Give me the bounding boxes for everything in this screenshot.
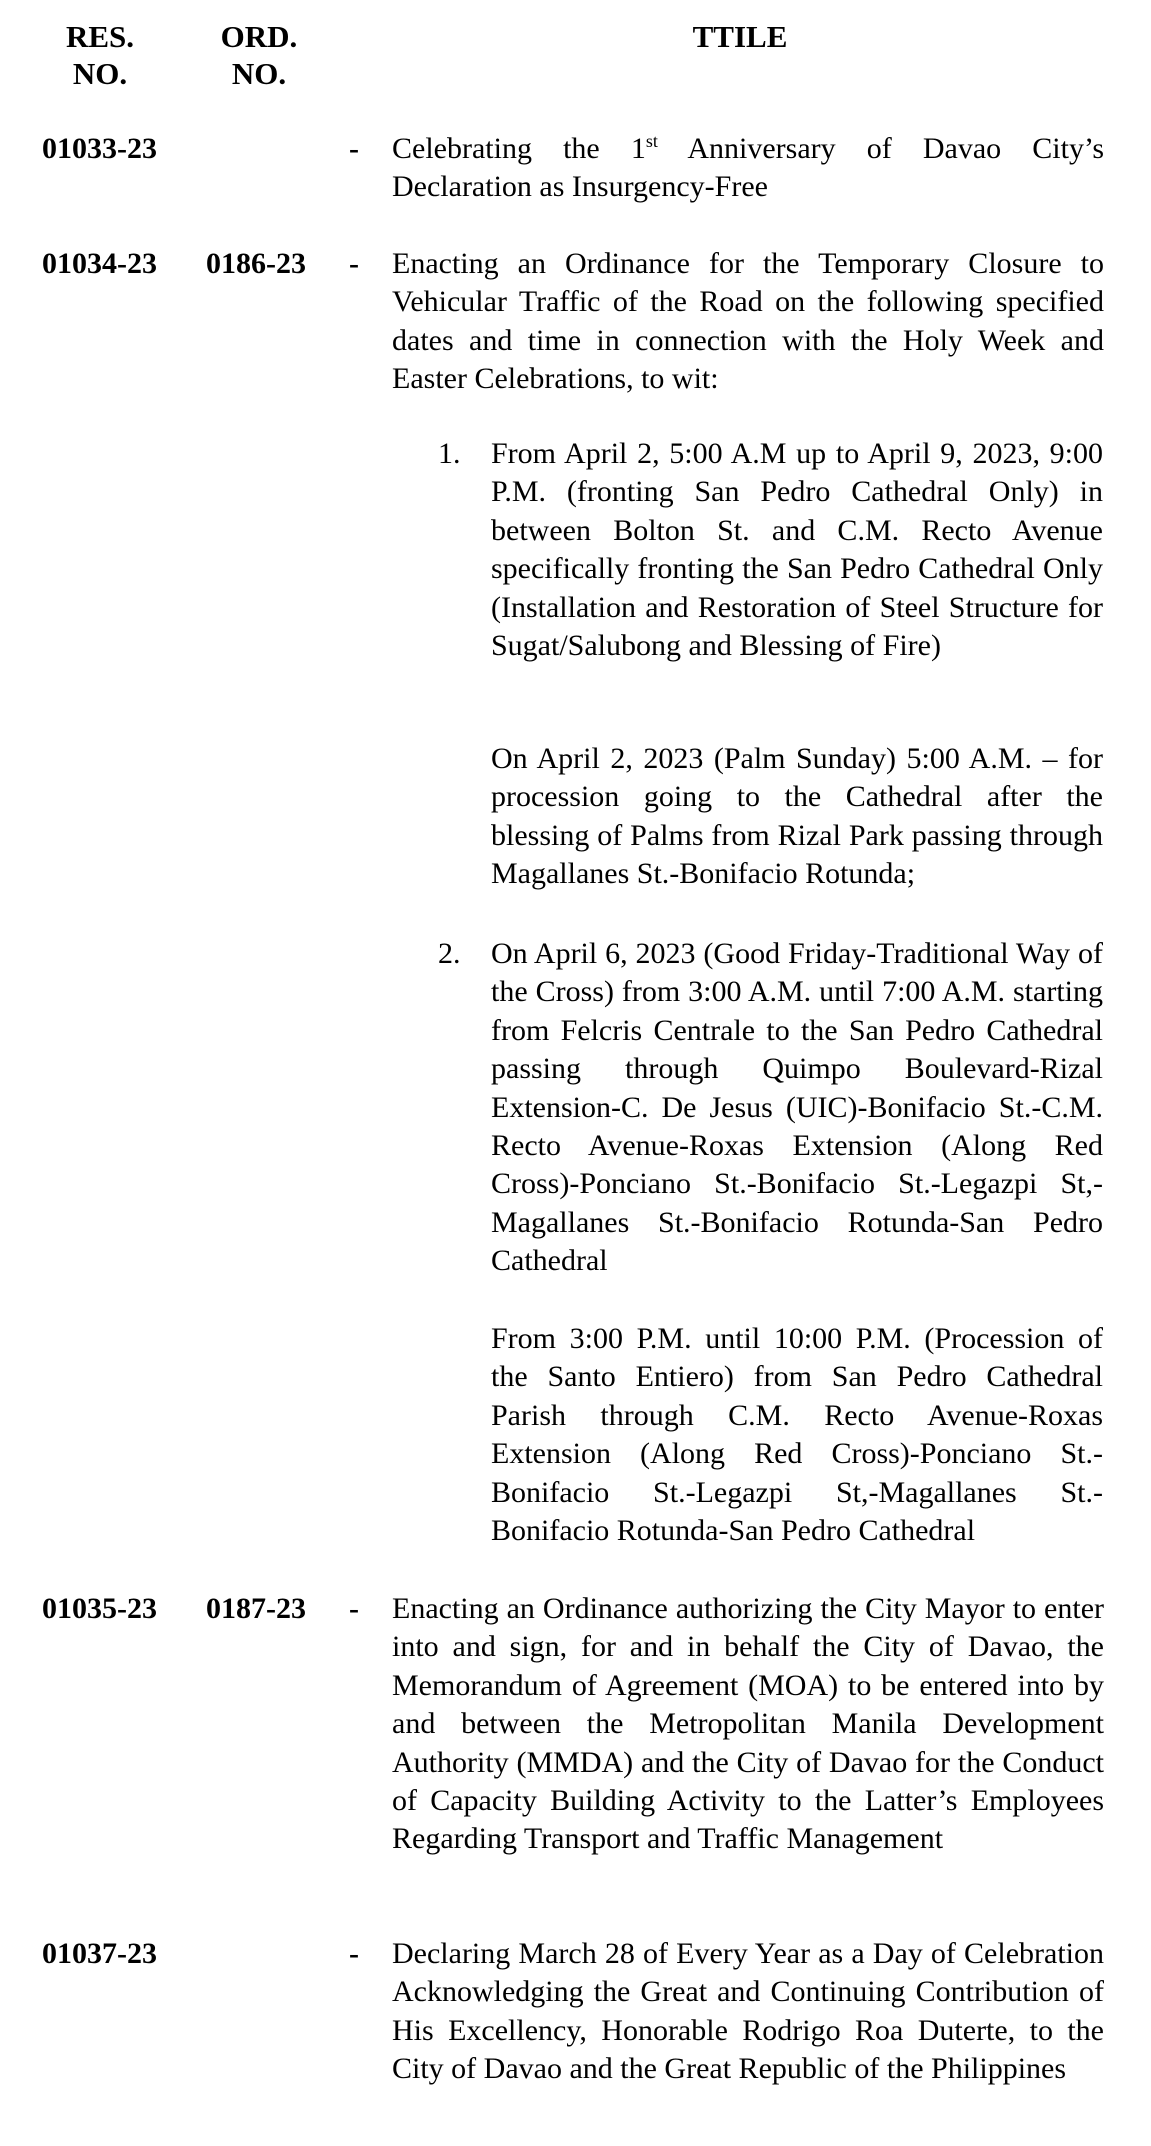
entry-dash: -: [349, 247, 359, 280]
res-no-01037-23: 01037-23: [42, 1937, 157, 1970]
item-1-paragraph-2: On April 2, 2023 (Palm Sunday) 5:00 A.M. – for procession going to the Cathedral after the blessing of Palms from Rizal Park passing through Magallanes St.-Bonifacio Rotunda;: [491, 742, 1103, 891]
item-2-paragraph-1: On April 6, 2023 (Good Friday-Traditional Way of the Cross) from 3:00 A.M. until 7:00 A.M. starting from Felcris Centrale to the San Pedro Cathedral passing through Quimpo Boulevard-Rizal Extension-C. De Jesus (UIC)-Bonifacio St.-C.M. Recto Avenue-Roxas Extension (Along Red Cross)-Ponciano St.-Bonifacio St.-Legazpi St,-Magallanes St.-Bonifacio Rotunda-San Pedro Cathedral: [491, 937, 1103, 1278]
entry-title-01037-23: Declaring March 28 of Every Year as a Day of Celebration Acknowledging the Great and Continuing Contribution of His Excellency, Honorable Rodrigo Roa Duterte, to the City of Davao and the Great Republic of the Philippines: [392, 1937, 1104, 2086]
res-no-header-line1: RES.: [65, 19, 135, 54]
res-no-01034-23: 01034-23: [42, 247, 157, 280]
title-text-part2: Anniversary of Davao City’s Declaration as Insurgency-Free: [392, 132, 1104, 204]
title-header-label: TTILE: [692, 19, 788, 54]
res-no-01033-23: 01033-23: [42, 132, 157, 165]
entry-dash: -: [349, 1592, 359, 1625]
entry-title-01033-23: [392, 130, 1104, 207]
item-1-paragraph-1: From April 2, 5:00 A.M up to April 9, 2023, 9:00 P.M. (fronting San Pedro Cathedral Only) in between Bolton St. and C.M. Recto Avenue specifically fronting the San Pedro Cathedral Only (Installation and Restoration of Steel Structure for Sugat/Salubong and Blessing of Fire): [491, 437, 1103, 663]
entry-dash: -: [349, 1937, 359, 1970]
ord-no-0187-23: 0187-23: [206, 1592, 306, 1625]
res-no-header: [50, 18, 150, 92]
item-number: 1.: [438, 437, 461, 470]
ord-no-header-line2: NO.: [231, 56, 287, 91]
item-2-paragraph-2: From 3:00 P.M. until 10:00 P.M. (Procession of the Santo Entiero) from San Pedro Cathedral Parish through C.M. Recto Avenue-Roxas Extension (Along Red Cross)-Ponciano St.-Bonifacio St.-Legazpi St,-Magallanes St.-Bonifacio Rotunda-San Pedro Cathedral: [491, 1322, 1103, 1548]
ordinal-suffix: st: [645, 131, 658, 151]
ord-no-0186-23: 0186-23: [206, 247, 306, 280]
title-header: [640, 18, 840, 55]
title-text-part1: Celebrating the 1: [392, 132, 646, 165]
res-no-header-line2: NO.: [72, 56, 128, 91]
entry-title-01034-23: Enacting an Ordinance for the Temporary Closure to Vehicular Traffic of the Road on the following specified dates and time in connection with the Holy Week and Easter Celebrations, to wit:: [392, 247, 1104, 396]
entry-title-01035-23: Enacting an Ordinance authorizing the City Mayor to enter into and sign, for and in behalf the City of Davao, the Memorandum of Agreement (MOA) to be entered into by and between the Metropolitan Manila Development Authority (MMDA) and the City of Davao for the Conduct of Capacity Building Activity to the Latter’s Employees Regarding Transport and Traffic Management: [392, 1592, 1104, 1856]
res-no-01035-23: 01035-23: [42, 1592, 157, 1625]
ord-no-header: [204, 18, 314, 92]
entry-dash: -: [349, 132, 359, 165]
item-number: 2.: [438, 937, 461, 970]
ord-no-header-line1: ORD.: [220, 19, 298, 54]
